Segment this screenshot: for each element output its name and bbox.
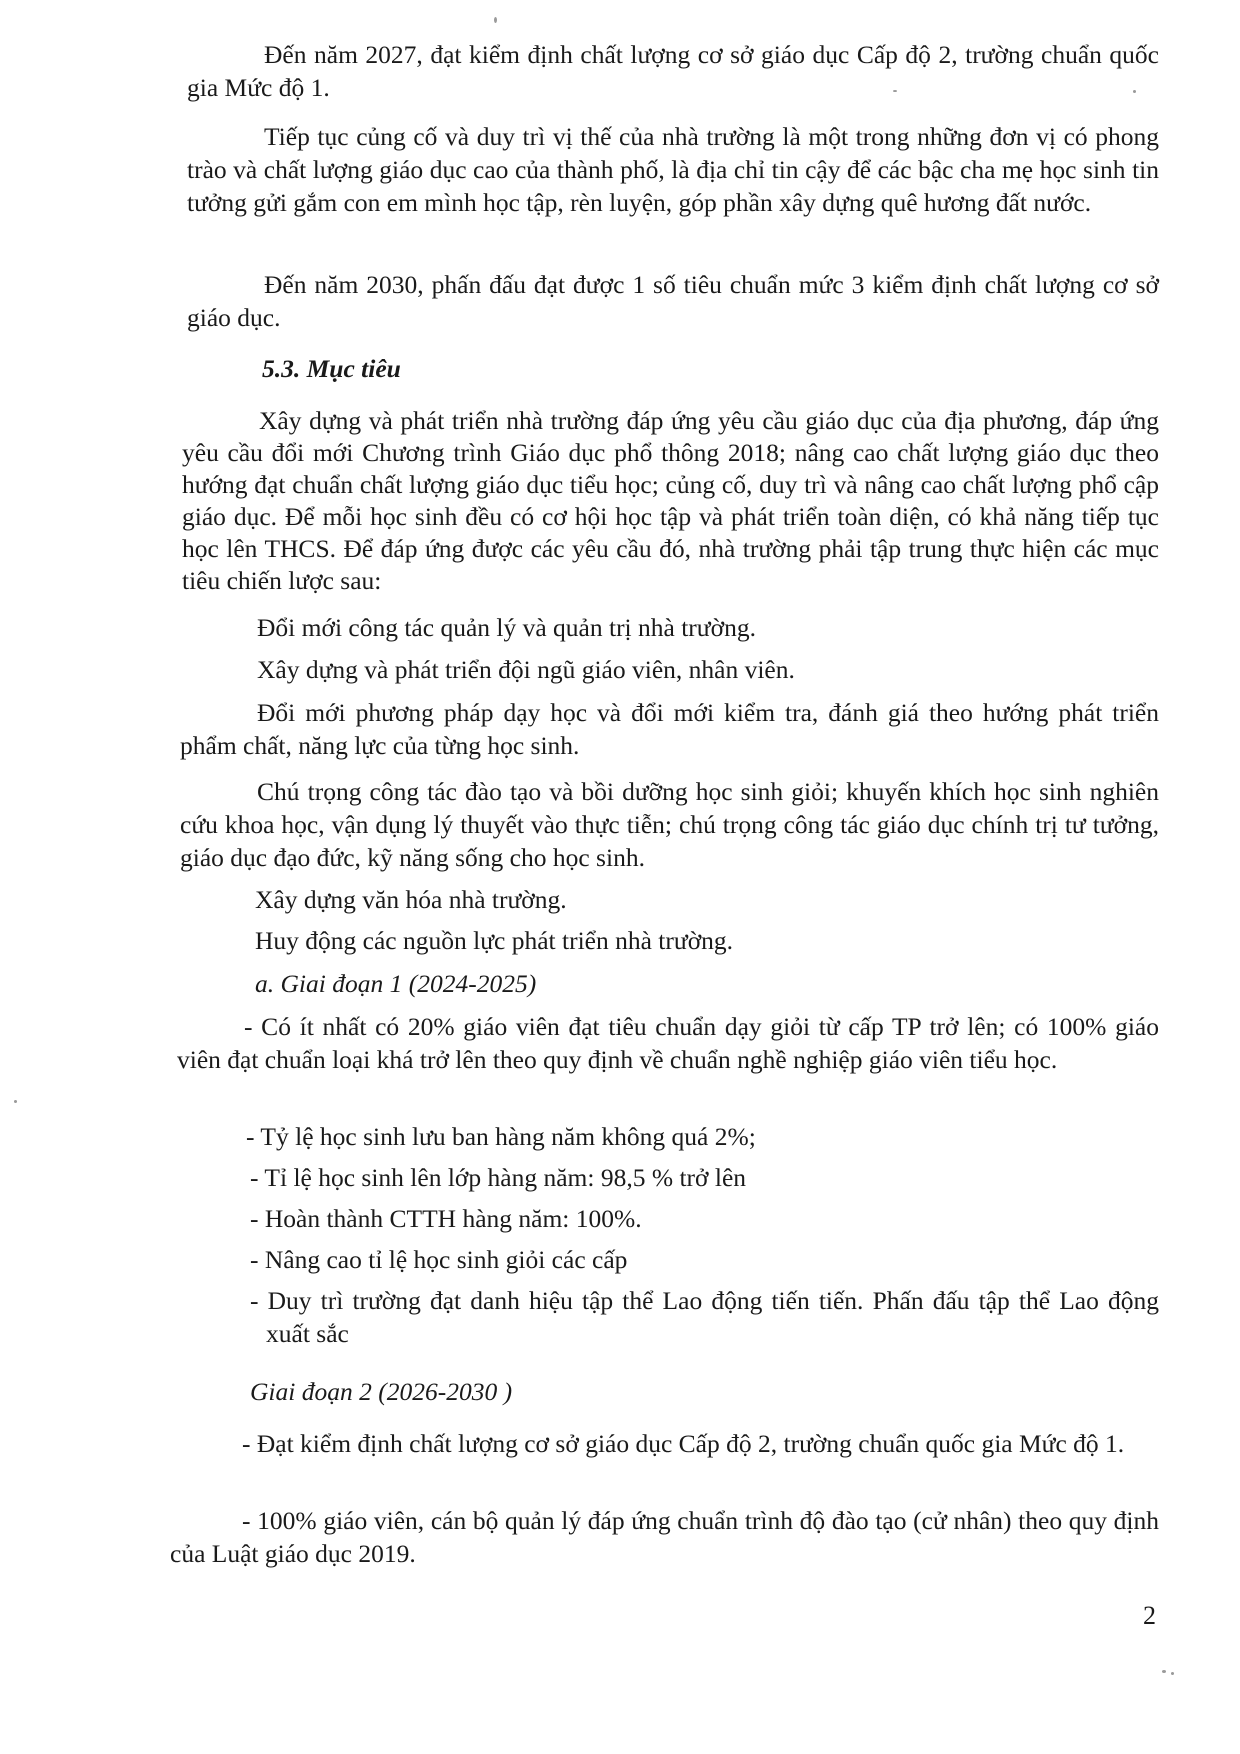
paragraph-school-position: Tiếp tục củng cố và duy trì vị thế của nhà trường là một trong những đơn vị có phong trào và chất lượng giáo dục cao của thành phố, là địa chỉ tin cậy để các bậc cha mẹ học sinh tin tưởng gửi gắm con em mình học tập, rèn luyện, góp phần xây dựng quê hương đất nước. <box>187 122 1159 217</box>
phase-1-item-teachers: - Có ít nhất có 20% giáo viên đạt tiêu chuẩn dạy giỏi từ cấp TP trở lên; có 100% giáo viên đạt chuẩn loại khá trở lên theo quy định về chuẩn nghề nghiệp giáo viên tiểu học. <box>177 1012 1159 1074</box>
scan-speck <box>14 1100 17 1103</box>
goal-item-school-culture: Xây dựng văn hóa nhà trường. <box>255 885 567 914</box>
goal-item-teaching-methods: Đổi mới phương pháp dạy học và đổi mới kiểm tra, đánh giá theo hướng phát triển phẩm chất, năng lực của từng học sinh. <box>180 698 1159 760</box>
phase-1-item-repeat-rate: - Tỷ lệ học sinh lưu ban hàng năm không quá 2%; <box>246 1122 756 1151</box>
goal-item-resources: Huy động các nguồn lực phát triển nhà trường. <box>255 926 734 955</box>
phase-2-item-qualification: - 100% giáo viên, cán bộ quản lý đáp ứng chuẩn trình độ đào tạo (cử nhân) theo quy định của Luật giáo dục 2019. <box>170 1506 1159 1568</box>
paragraph-2030-goal: Đến năm 2030, phấn đấu đạt được 1 số tiêu chuẩn mức 3 kiểm định chất lượng cơ sở giáo dục. <box>187 270 1159 332</box>
phase-1-item-promotion-rate: - Tỉ lệ học sinh lên lớp hàng năm: 98,5 % trở lên <box>250 1163 747 1192</box>
page-number: 2 <box>1143 1601 1156 1630</box>
phase-2-title: Giai đoạn 2 (2026-2030 ) <box>250 1377 513 1406</box>
section-heading: 5.3. Mục tiêu <box>262 354 401 383</box>
scan-speck <box>1162 1670 1166 1673</box>
phase-2-item-accreditation: - Đạt kiểm định chất lượng cơ sở giáo dục Cấp độ 2, trường chuẩn quốc gia Mức độ 1. <box>242 1429 1125 1458</box>
phase-1-title: a. Giai đoạn 1 (2024-2025) <box>255 969 537 998</box>
scan-speck <box>494 17 497 23</box>
phase-1-item-gifted: - Nâng cao tỉ lệ học sinh giỏi các cấp <box>250 1245 628 1274</box>
goals-intro-paragraph: Xây dựng và phát triển nhà trường đáp ứng yêu cầu giáo dục của địa phương, đáp ứng yêu cầu đổi mới Chương trình Giáo dục phổ thông 2018; nâng cao chất lượng giáo dục theo hướng đạt chuẩn chất lượng giáo dục tiểu học; củng cố, duy trì và nâng cao chất lượng phổ cập giáo dục. Để mỗi học sinh đều có cơ hội học tập và phát triển toàn diện, có khả năng tiếp tục học lên THCS. Để đáp ứng được các yêu cầu đó, nhà trường phải tập trung thực hiện các mục tiêu chiến lược sau: <box>182 406 1159 595</box>
scan-speck <box>1171 1672 1174 1675</box>
scan-speck <box>893 90 897 92</box>
goal-item-staff: Xây dựng và phát triển đội ngũ giáo viên, nhân viên. <box>257 655 795 684</box>
scan-speck <box>1133 90 1136 93</box>
paragraph-2027-goal: Đến năm 2027, đạt kiểm định chất lượng cơ sở giáo dục Cấp độ 2, trường chuẩn quốc gia Mức độ 1. <box>187 40 1159 102</box>
goal-item-gifted-students: Chú trọng công tác đào tạo và bồi dưỡng học sinh giỏi; khuyến khích học sinh nghiên cứu khoa học, vận dụng lý thuyết vào thực tiễn; chú trọng công tác giáo dục chính trị tư tưởng, giáo dục đạo đức, kỹ năng sống cho học sinh. <box>180 777 1159 872</box>
goal-item-management: Đổi mới công tác quản lý và quản trị nhà trường. <box>257 613 756 642</box>
phase-1-item-awards: - Duy trì trường đạt danh hiệu tập thể Lao động tiến tiến. Phấn đấu tập thể Lao động xuất sắc <box>250 1286 1159 1348</box>
phase-1-item-completion: - Hoàn thành CTTH hàng năm: 100%. <box>250 1204 642 1233</box>
